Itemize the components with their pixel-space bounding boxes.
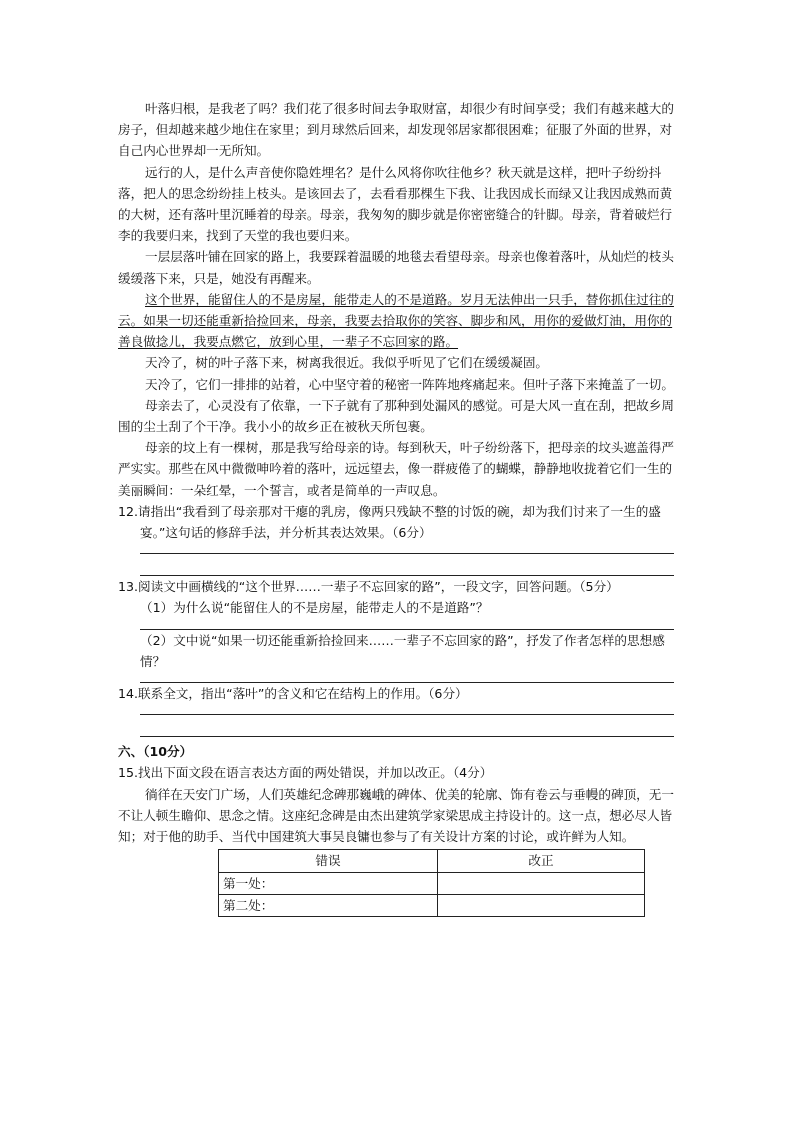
answer-line xyxy=(140,704,674,715)
question-13-2: （2）文中说“如果一切还能重新拾捡回来……一辈子不忘回家的路”，抒发了作者怎样的思想感情？ xyxy=(140,632,665,669)
question-12: 12.请指出“我看到了母亲那对干瘪的乳房，像两只残缺不整的讨饭的碗，却为我们讨来了一生的盛宴。”这句话的修辞手法，并分析其表达效果。（6分） xyxy=(118,503,661,541)
passage-paragraph-7: 母亲去了，心灵没有了依靠，一下子就有了那种到处漏风的感觉。可是大风一直在刮，把故乡周围的尘土刮了个干净。我小小的故乡正在被秋天所包裹。 xyxy=(118,397,674,435)
table-row xyxy=(219,872,645,894)
section-heading: 六、（10分） xyxy=(118,744,193,760)
answer-line xyxy=(140,672,674,683)
passage-paragraph-2: 远行的人，是什么声音使你隐姓埋名？是什么风将你吹往他乡？秋天就是这样，把叶子纷纷抖落，把人的思念纷纷挂上枝头。是该回去了，去看看那棵生下我、让我因成长而绿又让我因成熟而黄的大树，还有落叶里沉睡着的母亲。母亲，我匆匆的脚步就是你密密缝合的针脚。母亲，背着破烂行李的我要归来，找到了天堂的我也要归来。 xyxy=(118,164,673,244)
underlined-text: 这个世界，能留住人的不是房屋，能带走人的不是道路。岁月无法伸出一只手，替你抓住过往的云。如果一切还能重新拾捡回来，母亲，我要去拾取你的笑容、脚步和风，用你的爱做灯油，用你的善良做捻儿，我要点燃它，放到心里，一辈子不忘回家的路。 xyxy=(118,291,674,350)
correction-table xyxy=(218,849,645,917)
passage-paragraph-8: 母亲的坟上有一棵树，那是我写给母亲的诗。每到秋天，叶子纷纷落下，把母亲的坟头遮盖得严严实实。那些在风中微微呻吟着的落叶，远远望去，像一群疲倦了的蝴蝶，静静地收拢着它们一生的美丽瞬间：一朵红晕，一个誓言，或者是简单的一声叹息。 xyxy=(118,440,674,498)
answer-cell xyxy=(438,872,645,894)
row-label-1: 第一处： xyxy=(219,872,438,894)
answer-line xyxy=(140,619,674,630)
table-header-fix: 改正 xyxy=(438,850,645,872)
content xyxy=(118,98,678,917)
answer-cell xyxy=(438,894,645,916)
answer-line xyxy=(140,554,674,576)
row-label-2: 第二处： xyxy=(219,894,438,916)
question-14: 14.联系全文，指出“落叶”的含义和它在结构上的作用。（6分） xyxy=(118,686,468,702)
underlined-paragraph xyxy=(118,289,678,353)
answer-line xyxy=(140,543,674,554)
question-15-text: 徜徉在天安门广场，人们英雄纪念碑那巍峨的碑体、优美的轮廓、饰有卷云与垂幔的碑顶，无一不让人顿生瞻仰、思念之情。这座纪念碑是由杰出建筑学家梁思成主持设计的。这一点，想必尽人皆知；对于他的助手、当代中国建筑大事吴良镛也参与了有关设计方案的讨论，或许鲜为人知。 xyxy=(118,786,674,845)
passage-paragraph-3: 一层层落叶铺在回家的路上，我要踩着温暖的地毯去看望母亲。母亲也像着落叶，从灿烂的枝头缓缓落下来，只是，她没有再醒来。 xyxy=(118,249,674,286)
passage-paragraph-6: 天冷了，它们一排排的站着，心中坚守着的秘密一阵阵地疼痛起来。但叶子落下来掩盖了一切。 xyxy=(145,376,674,392)
question-13-1: （1）为什么说“能留住人的不是房屋，能带走人的不是道路”？ xyxy=(140,600,489,616)
question-15: 15.找出下面文段在语言表达方面的两处错误，并加以改正。（4分） xyxy=(118,765,493,781)
question-13: 13.阅读文中画横线的“这个世界……一辈子不忘回家的路”，一段文字，回答问题。（5分） xyxy=(118,579,619,595)
table-row xyxy=(219,894,645,916)
passage-paragraph-5: 天冷了，树的叶子落下来，树离我很近。我似乎听见了它们在缓缓凝固。 xyxy=(145,355,548,371)
answer-line xyxy=(140,715,674,737)
passage-paragraph-1: 叶落归根，是我老了吗？我们花了很多时间去争取财富，却很少有时间享受；我们有越来越大的房子，但却越来越少地住在家里；到月球然后回来，却发现邻居家都很困难；征服了外面的世界，对自己内心世界却一无所知。 xyxy=(118,101,674,159)
table-header-error: 错误 xyxy=(219,850,438,872)
